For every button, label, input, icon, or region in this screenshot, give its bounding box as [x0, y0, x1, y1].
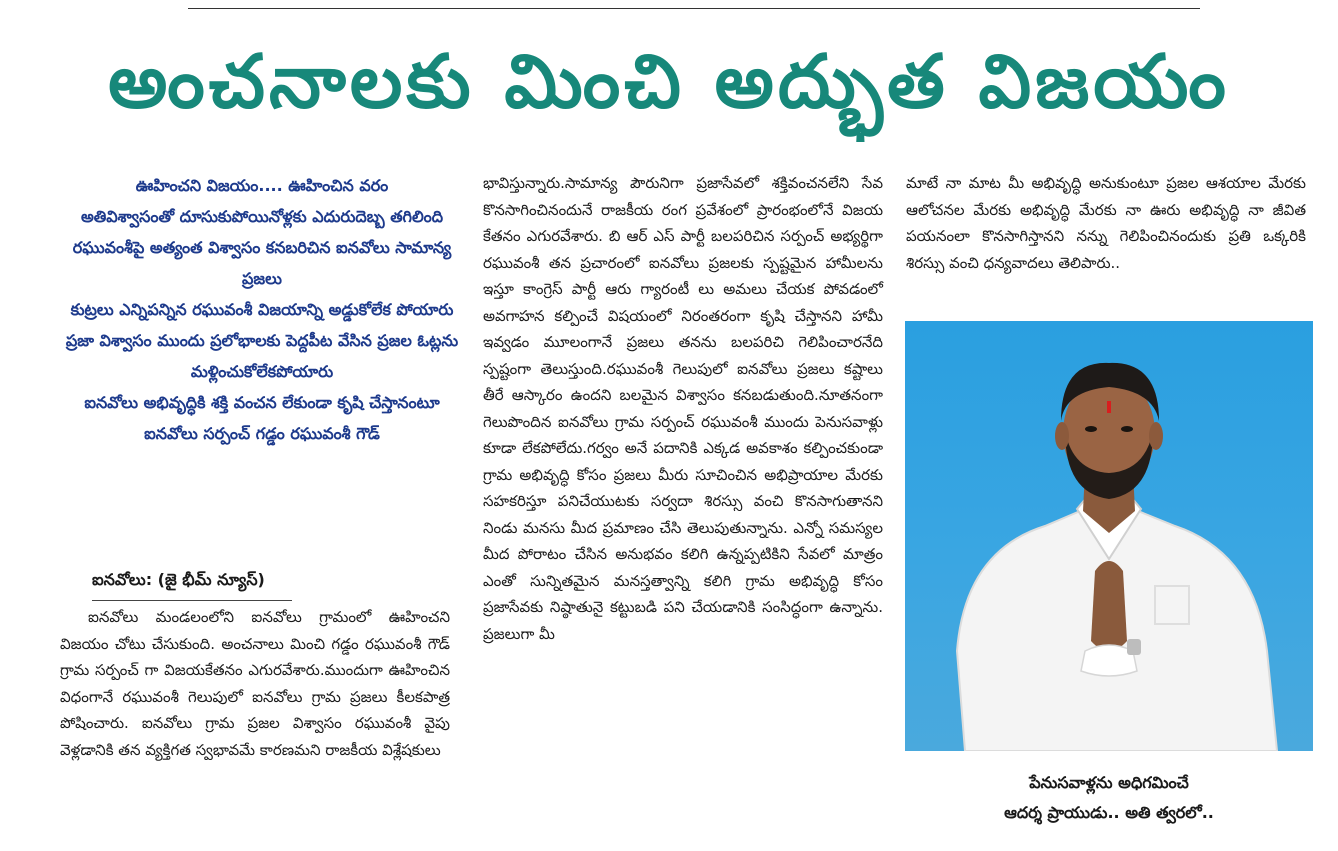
article-text: ఐనవోలు మండలంలోని ఐనవోలు గ్రామంలో ఊహించని విజయం చోటు చేసుకుంది. అంచనాలు మించి గడ్డం రఘువంశీ గౌడ్ గ్రామ సర్పంచ్ గా విజయకేతనం ఎగురవేశారు.ముందుగా ఊహించిన విధంగానే రఘువంశీ గెలుపులో ఐనవోలు గ్రామ ప్రజలు కీలకపాత్ర పోషించారు. ఐనవోలు గ్రామ ప్రజల విశ్వాసం రఘువంశీ వైపు వెళ్లడానికి తన వ్యక్తిగత స్వభావమే కారణమని రాజకీయ విశ్లేషకులు [60, 608, 450, 759]
article-text: భావిస్తున్నారు.సామాన్య పౌరునిగా ప్రజాసేవలో శక్తివంచనలేని సేవ కొనసాగించినందునే రాజకీయ రంగ ప్రవేశంలో ప్రారంభంలోనే విజయ కేతనం ఎగురవేశారు. బి ఆర్ ఎస్ పార్టీ బలపరిచిన సర్పంచ్ అభ్యర్థిగా రఘువంశీ తన ప్రచారంలో ఐనవోలు ప్రజలకు స్పష్టమైన హామీలను ఇస్తూ కాంగ్రెస్ పార్టీ ఆరు గ్యారంటీ లు అమలు చేయక పోవడంలో అవగాహన కల్పించే విషయంలో నిరంతరంగా కృషి చేస్తానని హామీ ఇవ్వడం మూలంగానే ప్రజలు తనను బలపరిచి గెలిపించారనేది స్పష్టంగా తెలుస్తుంది.రఘువంశీ గెలుపులో ఐనవోలు ప్రజలు కష్టాలు తీరే ఆస్కారం ఉందని బలమైన విశ్వాసం కనబడుతుంది.నూతనంగా గెలుపొందిన ఐనవోలు గ్రామ సర్పంచ్ రఘువంశీ ముందు పెనుసవాళ్లు కూడా లేకపోలేదు.గర్వం అనే పదానికి ఎక్కడ అవకాశం కల్పించకుండా గ్రామ అభివృద్ధి కోసం ప్రజలు మీరు సూచించిన అభిప్రాయాల మేరకు సహకరిస్తూ పనిచేయుటకు సర్వదా శిరస్సు వంచి కొనసాగుతానని నిండు మనసు మీద ప్రమాణం చేసి తెలుపుతున్నాను. ఎన్నో సమస్యల మీద పోరాటం చేసిన అనుభవం కలిగి ఉన్నప్పటికిని సేవలో మాత్రం ఎంతో సున్నితమైన మనస్తత్వాన్ని కలిగి గ్రామ అభివృద్ధి కోసం ప్రజాసేవకు నిష్ఠాతునై కట్టుబడి పని చేయడానికి సంసిద్ధంగా ఉన్నాను. ప్రజలుగా మీ [483, 174, 883, 643]
top-rule [188, 8, 1200, 9]
dateline: ఐనవోలు: (జై భీమ్ న్యూస్) [92, 570, 265, 589]
highlights-box [62, 170, 462, 449]
article-column-3 [906, 170, 1306, 276]
caption-line: ఆదర్శ ప్రాయుడు.. అతి త్వరలో.. [1004, 803, 1214, 822]
article-column-2 [483, 170, 883, 647]
highlight-line: అతివిశ్వాసంతో దూసుకుపోయినోళ్లకు ఎదురుదెబ్బ తగిలింది [80, 207, 444, 226]
highlight-line: ఐనవోలు అభివృద్ధికి శక్తి వంచన లేకుండా కృషి చేస్తానంటూ ఐనవోలు సర్పంచ్ గడ్డం రఘువంశీ గౌడ్ [84, 393, 440, 443]
highlight-line: ప్రజా విశ్వాసం ముందు ప్రలోభాలకు పెద్దపీట వేసిన ప్రజల ఓట్లను మళ్లించుకోలేకపోయారు [65, 331, 459, 381]
highlight-line: ఊహించని విజయం.... ఊహించిన వరం [135, 176, 389, 195]
highlight-line: కుట్రలు ఎన్నిపన్నిన రఘువంశీ విజయాన్ని అడ్డుకోలేక పోయారు [70, 300, 454, 319]
highlight-line: రఘువంశీపై అత్యంత విశ్వాసం కనబరిచిన ఐనవోలు సామాన్య ప్రజలు [72, 238, 452, 288]
article-text: మాటే నా మాట మీ అభివృద్ధి అనుకుంటూ ప్రజల ఆశయాల మేరకు ఆలోచనల మేరకు అభివృద్ధి మేరకు నా ఊరు అభివృద్ధి నా జీవిత పయనంలా కొనసాగిస్తానని నన్ను గెలిపించినందుకు ప్రతి ఒక్కరికి శిరస్సు వంచి ధన్యవాదలు తెలిపారు.. [906, 174, 1306, 272]
photo-caption [905, 768, 1313, 828]
dateline-rule [92, 600, 292, 601]
portrait-photo [905, 321, 1313, 751]
portrait-illustration [905, 321, 1313, 751]
headline: అంచనాలకు మించి అద్భుత విజయం [108, 39, 1230, 125]
article-column-1 [60, 604, 450, 763]
caption-line: పేనుసవాళ్లను అధిగమించే [1029, 773, 1189, 792]
